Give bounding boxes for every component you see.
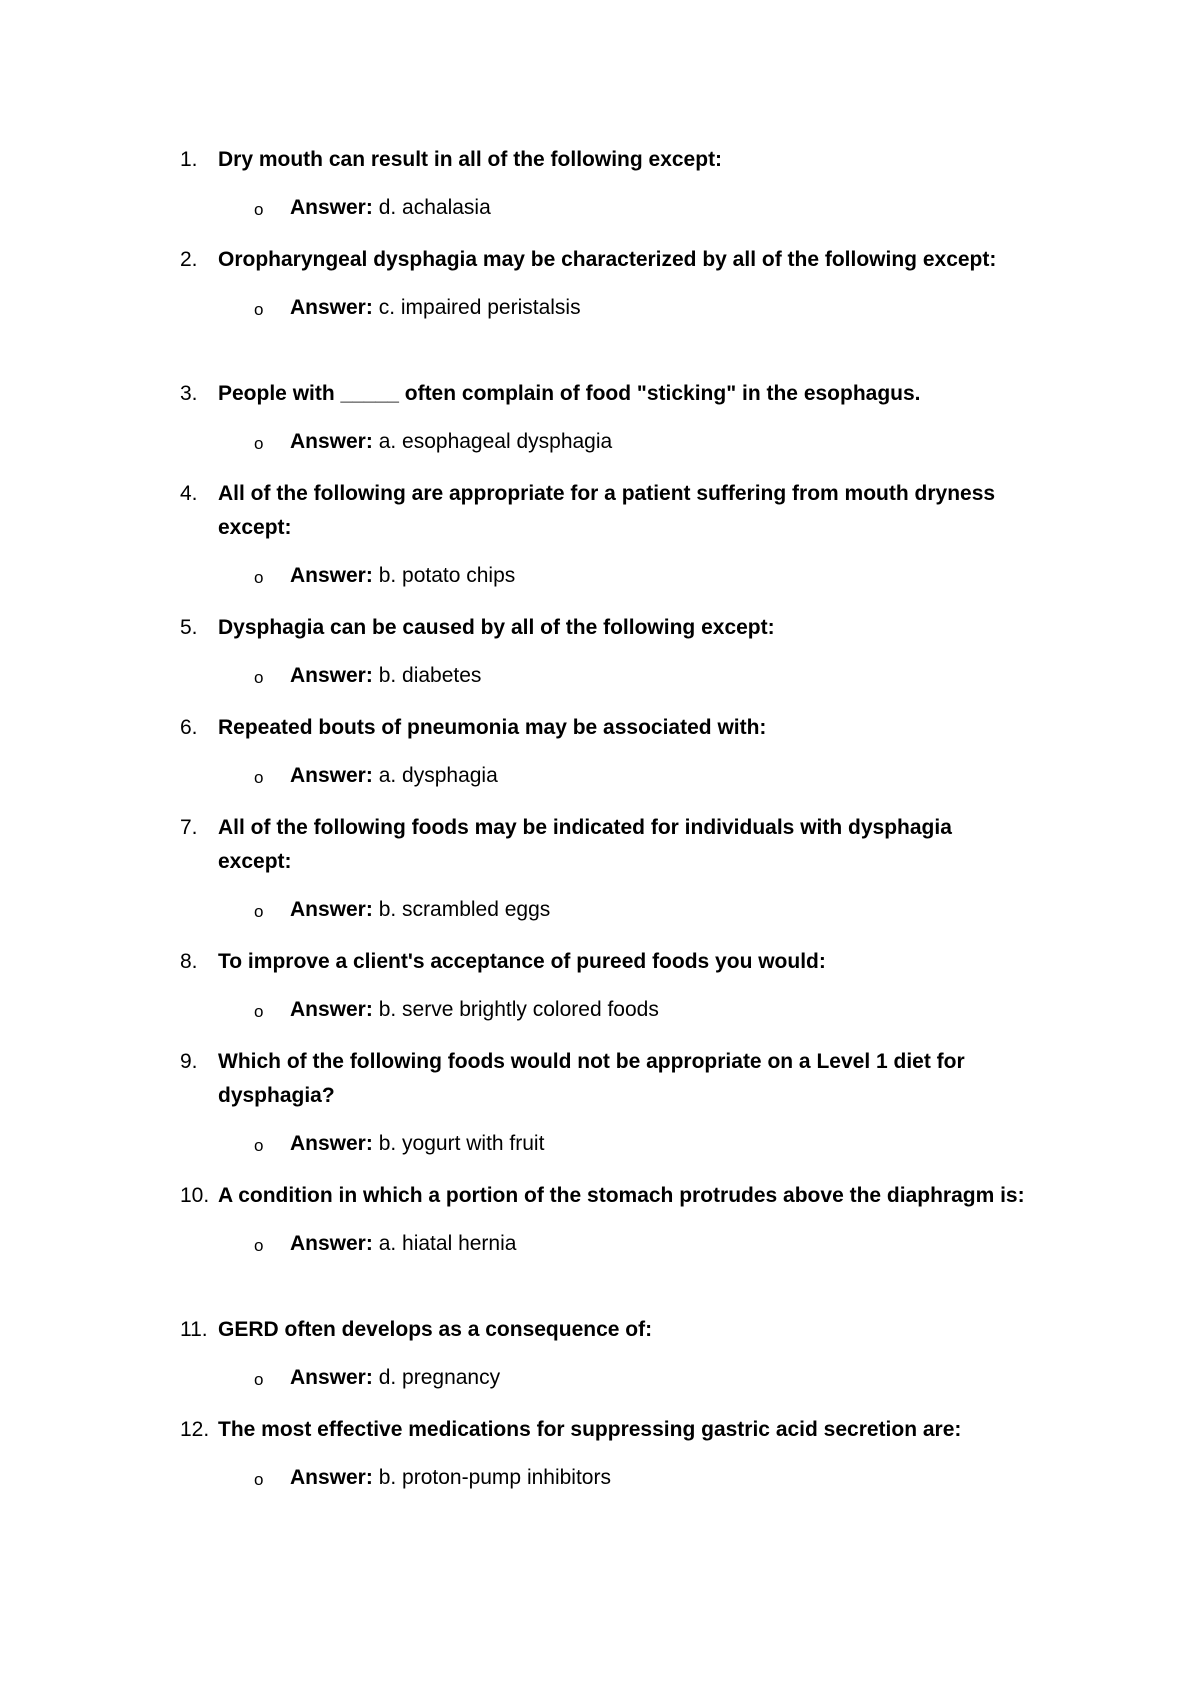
question-number: 6. bbox=[180, 716, 198, 739]
question-label: Repeated bouts of pneumonia may be associated with: bbox=[218, 716, 767, 739]
answer-text: b. yogurt with fruit bbox=[378, 1132, 545, 1155]
question-item bbox=[0, 711, 1191, 791]
answer-label: Answer: bbox=[290, 998, 379, 1021]
question-item bbox=[0, 1313, 1191, 1393]
question-text bbox=[180, 945, 1028, 979]
answer-line bbox=[254, 895, 1191, 925]
bullet-icon: o bbox=[254, 300, 264, 319]
question-item bbox=[0, 377, 1191, 457]
answer-text: a. hiatal hernia bbox=[378, 1232, 517, 1255]
answer-text: d. pregnancy bbox=[378, 1366, 501, 1389]
answer-text: c. impaired peristalsis bbox=[378, 296, 581, 319]
answer-text: d. achalasia bbox=[378, 196, 491, 219]
answer-label: Answer: bbox=[290, 764, 379, 787]
question-number: 11. bbox=[180, 1318, 208, 1341]
question-item bbox=[0, 1179, 1191, 1259]
question-text bbox=[180, 811, 1028, 879]
question-text bbox=[180, 377, 1028, 411]
question-number: 1. bbox=[180, 148, 198, 171]
question-number: 12. bbox=[180, 1418, 210, 1441]
answer-label: Answer: bbox=[290, 1466, 379, 1489]
answer-text: b. serve brightly colored foods bbox=[378, 998, 659, 1021]
question-text bbox=[180, 1413, 1028, 1447]
answer-label: Answer: bbox=[290, 564, 379, 587]
question-text bbox=[180, 243, 1028, 277]
question-label: A condition in which a portion of the stomach protrudes above the diaphragm is: bbox=[218, 1184, 1025, 1207]
answer-line bbox=[254, 293, 1191, 323]
question-text bbox=[180, 1179, 1028, 1213]
question-item bbox=[0, 1045, 1191, 1159]
answer-line bbox=[254, 995, 1191, 1025]
answer-text: b. proton-pump inhibitors bbox=[378, 1466, 611, 1489]
question-text bbox=[180, 711, 1028, 745]
bullet-icon: o bbox=[254, 1236, 264, 1255]
answer-line bbox=[254, 761, 1191, 791]
question-number: 4. bbox=[180, 482, 198, 505]
question-number: 5. bbox=[180, 616, 198, 639]
question-number: 2. bbox=[180, 248, 198, 271]
answer-line bbox=[254, 1129, 1191, 1159]
question-item bbox=[0, 243, 1191, 323]
answer-text: b. potato chips bbox=[378, 564, 516, 587]
question-label: GERD often develops as a consequence of: bbox=[218, 1318, 653, 1341]
question-label: Dry mouth can result in all of the following except: bbox=[218, 148, 723, 171]
question-label: All of the following foods may be indicated for individuals with dysphagia except: bbox=[218, 816, 952, 873]
answer-line bbox=[254, 193, 1191, 223]
bullet-icon: o bbox=[254, 902, 264, 921]
answer-label: Answer: bbox=[290, 1132, 379, 1155]
question-number: 3. bbox=[180, 382, 198, 405]
answer-text: a. dysphagia bbox=[378, 764, 498, 787]
answer-label: Answer: bbox=[290, 196, 379, 219]
answer-label: Answer: bbox=[290, 664, 379, 687]
question-number: 8. bbox=[180, 950, 198, 973]
question-label: All of the following are appropriate for a patient suffering from mouth dryness except: bbox=[218, 482, 996, 539]
answer-label: Answer: bbox=[290, 1366, 379, 1389]
answer-text: a. esophageal dysphagia bbox=[378, 430, 613, 453]
question-label: The most effective medications for suppressing gastric acid secretion are: bbox=[218, 1418, 962, 1441]
question-item bbox=[0, 143, 1191, 223]
answer-line bbox=[254, 661, 1191, 691]
question-text bbox=[180, 611, 1028, 645]
answer-label: Answer: bbox=[290, 296, 379, 319]
bullet-icon: o bbox=[254, 1002, 264, 1021]
question-number: 10. bbox=[180, 1184, 210, 1207]
bullet-icon: o bbox=[254, 768, 264, 787]
question-label: To improve a client's acceptance of pureed foods you would: bbox=[218, 950, 826, 973]
question-text bbox=[180, 1045, 1028, 1113]
bullet-icon: o bbox=[254, 434, 264, 453]
answer-text: b. scrambled eggs bbox=[378, 898, 551, 921]
bullet-icon: o bbox=[254, 1370, 264, 1389]
answer-line bbox=[254, 427, 1191, 457]
answer-label: Answer: bbox=[290, 898, 379, 921]
bullet-icon: o bbox=[254, 1136, 264, 1155]
question-item bbox=[0, 811, 1191, 925]
question-number: 7. bbox=[180, 816, 198, 839]
answer-text: b. diabetes bbox=[378, 664, 482, 687]
bullet-icon: o bbox=[254, 568, 264, 587]
answer-label: Answer: bbox=[290, 1232, 379, 1255]
answer-line bbox=[254, 561, 1191, 591]
answer-line bbox=[254, 1229, 1191, 1259]
question-label: Oropharyngeal dysphagia may be characterized by all of the following except: bbox=[218, 248, 997, 271]
question-item bbox=[0, 1413, 1191, 1493]
question-text bbox=[180, 143, 1028, 177]
question-text bbox=[180, 1313, 1028, 1347]
question-label: Dysphagia can be caused by all of the following except: bbox=[218, 616, 775, 639]
bullet-icon: o bbox=[254, 668, 264, 687]
question-item bbox=[0, 945, 1191, 1025]
question-text bbox=[180, 477, 1028, 545]
question-item bbox=[0, 477, 1191, 591]
bullet-icon: o bbox=[254, 1470, 264, 1489]
bullet-icon: o bbox=[254, 200, 264, 219]
question-number: 9. bbox=[180, 1050, 198, 1073]
answer-label: Answer: bbox=[290, 430, 379, 453]
question-label: Which of the following foods would not be appropriate on a Level 1 diet for dysphagia? bbox=[218, 1050, 965, 1107]
question-label: People with _____ often complain of food "sticking" in the esophagus. bbox=[218, 382, 921, 405]
answer-line bbox=[254, 1363, 1191, 1393]
answer-line bbox=[254, 1463, 1191, 1493]
question-item bbox=[0, 611, 1191, 691]
